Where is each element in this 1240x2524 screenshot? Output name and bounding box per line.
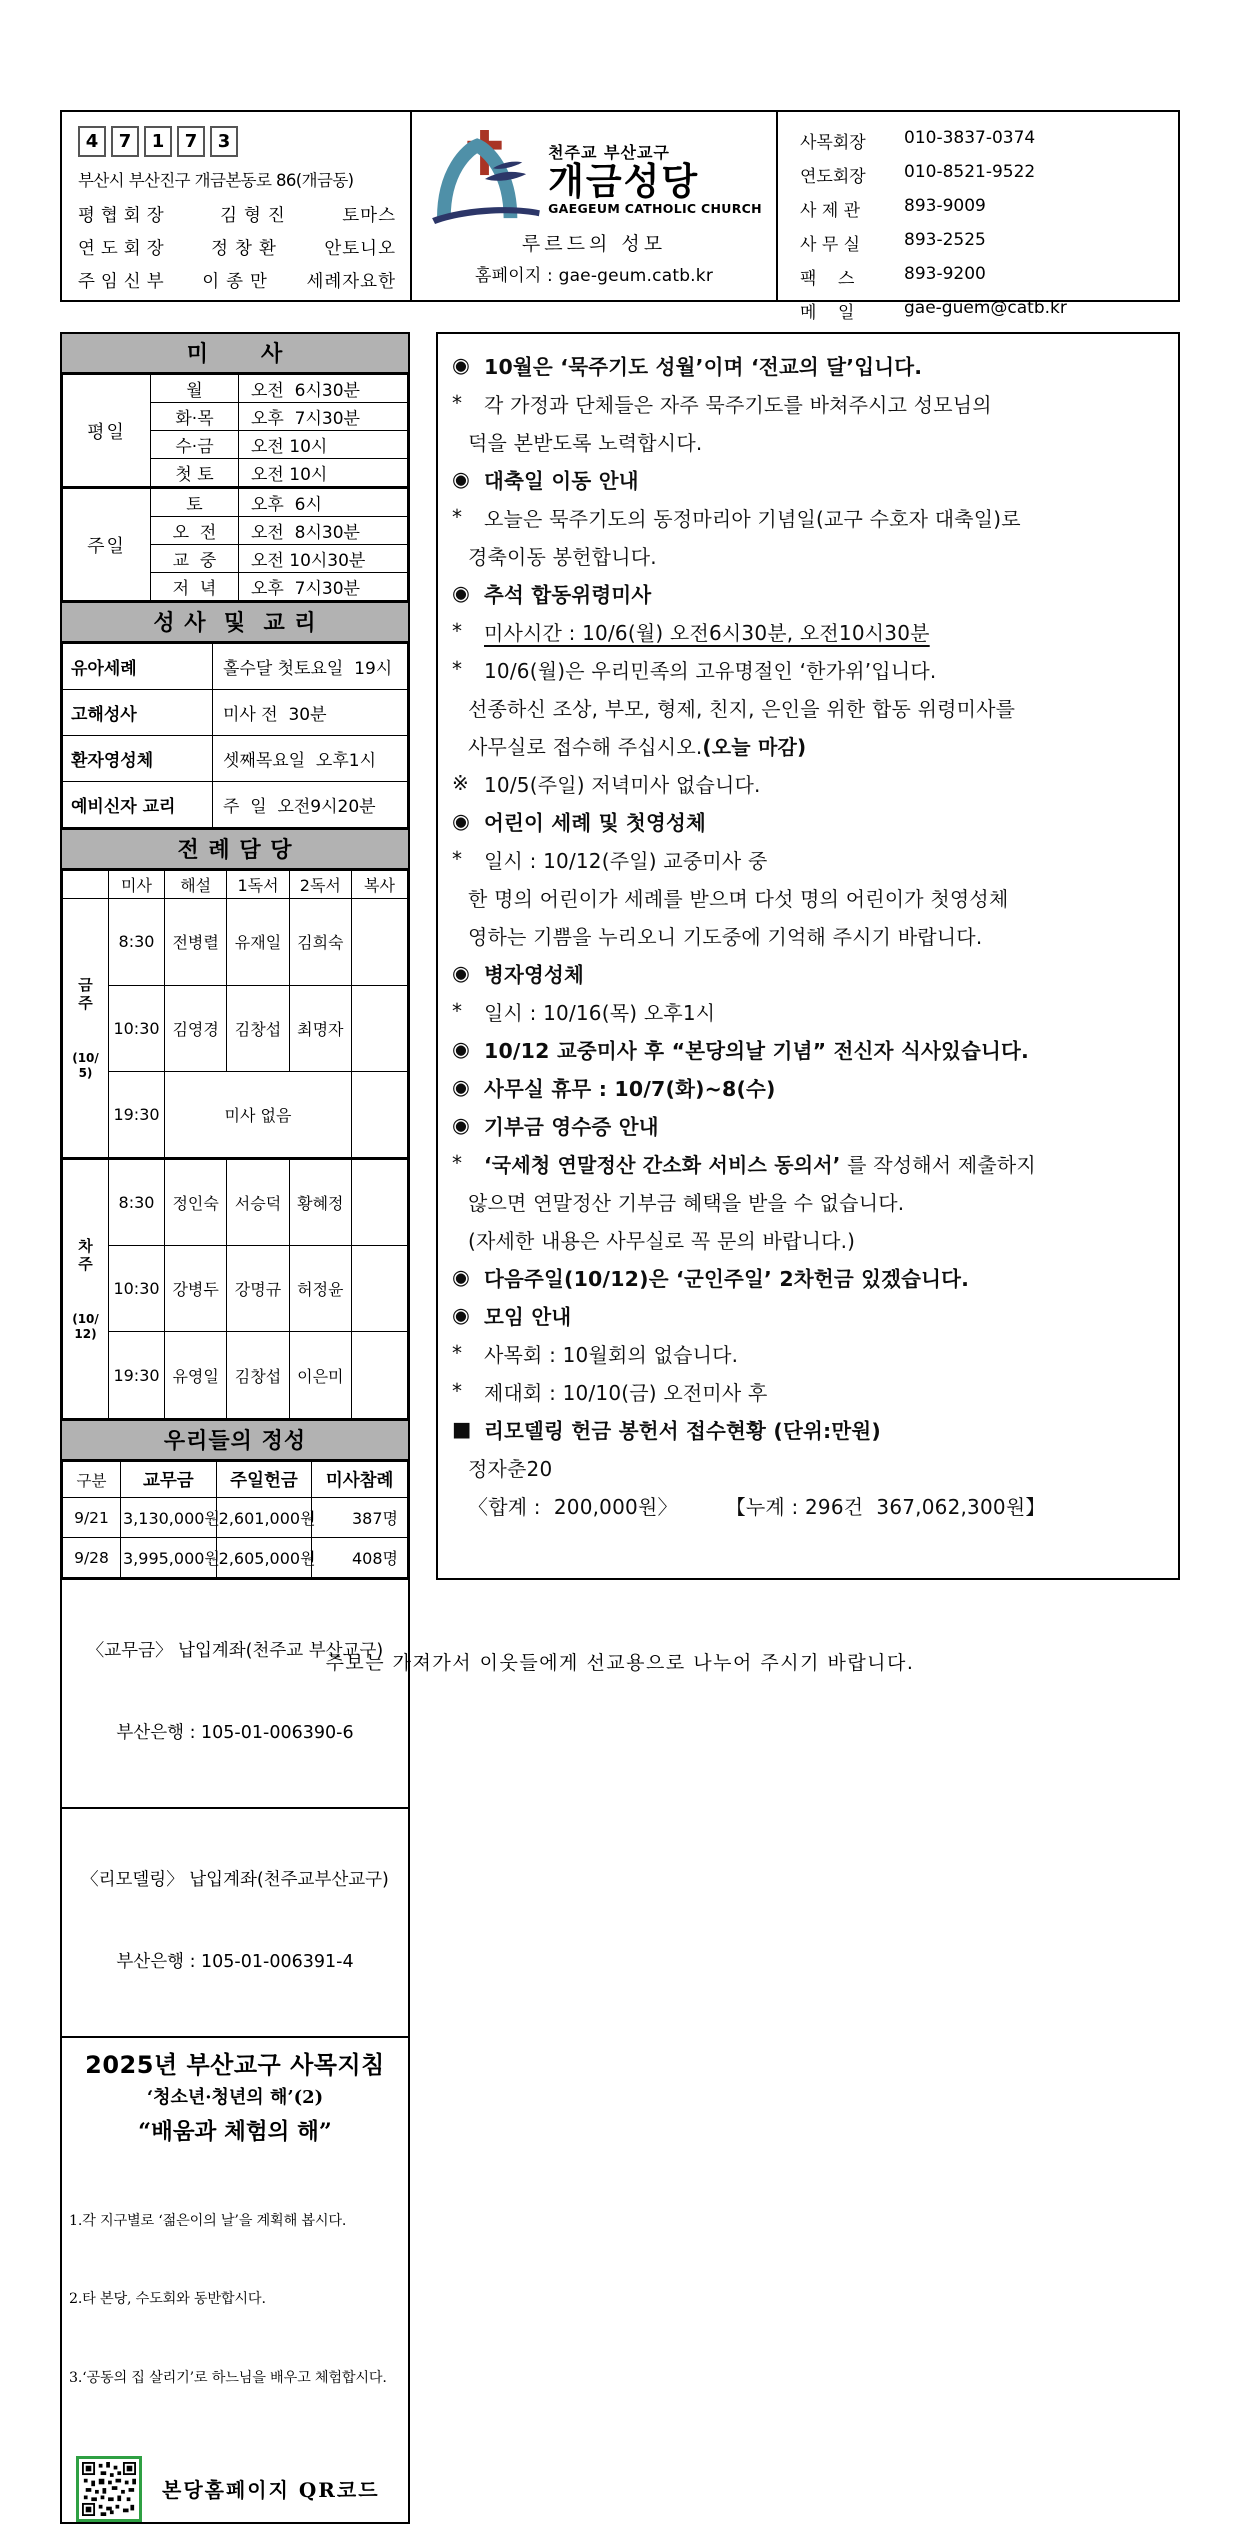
church-logo-icon (426, 130, 544, 226)
cell-week-label (63, 899, 109, 1159)
header (60, 110, 1180, 323)
pastoral-title: 2025년 부산교구 사목지침 (85, 2051, 385, 2079)
zip-code (78, 126, 396, 157)
announcement-text-bold: ‘국세청 연말정산 간소화 서비스 동의서’ (484, 1152, 841, 1177)
announcement-text: 각 가정과 단체들은 자주 묵주기도를 바쳐주시고 성모님의 (484, 392, 992, 417)
cell-time: 19:30 (109, 1332, 165, 1419)
contact-row (800, 196, 1170, 221)
cell-name: 유재일 (227, 899, 289, 986)
officer-role: 주임신부 (78, 272, 170, 292)
cell-day: 월 (151, 375, 239, 403)
cell-name: 허정윤 (289, 1245, 351, 1332)
announcement-text-bold: (오늘 마감) (702, 734, 807, 759)
section-title: 미 사 (62, 334, 408, 374)
officer-role: 평협회장 (78, 206, 170, 226)
cell-time: 8:30 (109, 1159, 165, 1246)
contact-value: gae-guem@catb.kr (904, 298, 1067, 318)
announcement-text: 사무실 휴무 : 10/7(화)~8(수) (484, 1077, 776, 1101)
section-title: 전 례 담 당 (62, 830, 408, 870)
contact-label: 사 제 관 (800, 201, 861, 221)
contact-block (778, 112, 1178, 323)
left-column (60, 332, 410, 2503)
announcement-line (452, 802, 1168, 840)
cell-label: 고해성사 (63, 690, 213, 736)
table-row (63, 690, 408, 736)
mass-schedule-section (60, 332, 410, 603)
square-bullet-icon: ■ (452, 1417, 472, 1441)
table-row (63, 782, 408, 828)
cell-label: 유아세례 (63, 644, 213, 690)
pastoral-item: 3.‘공동의 집 살리기’로 하느님을 배우고 체험합시다. (69, 2370, 387, 2387)
account-title: 〈교무금〉 납입계좌(천주교 부산교구) (86, 1641, 384, 1662)
contact-row (800, 128, 1170, 153)
donation-cumulative-total: 【누계 : 296건 367,062,300원】 (725, 1494, 1046, 1519)
contact-label: 사목회장 (800, 133, 866, 153)
cell-date: 9/28 (63, 1538, 121, 1578)
cell-time: 10:30 (109, 985, 165, 1072)
cell-value: 미사 전 30분 (213, 690, 408, 736)
account-title: 〈리모델링〉 납입계좌(천주교부산교구) (81, 1870, 389, 1891)
bulletin-footer-note: 주보는 가져가서 이웃들에게 선교용으로 나누어 주시기 바랍니다. (325, 1652, 915, 1674)
cell-time: 오전 8시30분 (239, 517, 408, 545)
cell-name (352, 1245, 408, 1332)
zip-digit: 7 (111, 126, 139, 157)
announcement-line (452, 688, 1168, 726)
announcement-text: (자세한 내용은 사무실로 꼭 문의 바랍니다.) (468, 1228, 856, 1253)
cell-count: 408명 (312, 1538, 408, 1578)
cell-header: 주일헌금 (216, 1462, 312, 1498)
account-number: 부산은행 : 105-01-006390-6 (116, 1722, 354, 1743)
cell-date: 9/21 (63, 1498, 121, 1538)
account-offering-box (60, 1578, 410, 1809)
bullet-icon: ◉ (452, 961, 471, 985)
cell-name: 서승덕 (227, 1159, 289, 1246)
table-row (63, 1498, 408, 1538)
contact-label: 메 일 (800, 303, 855, 323)
announcement-text: 10/5(주일) 저녁미사 없습니다. (484, 772, 761, 797)
pastoral-item: 2.타 본당, 수도회와 동반합시다. (69, 2291, 266, 2308)
section-title: 성 사 및 교 리 (62, 603, 408, 643)
liturgy-assignment-section (60, 828, 410, 1421)
announcement-text: 10월은 ‘묵주기도 성월’이며 ‘전교의 달’입니다. (484, 355, 923, 379)
cell-name: 김창섭 (227, 1332, 289, 1419)
announcement-line (452, 498, 1168, 536)
announcement-text: 어린이 세례 및 첫영성체 (484, 811, 707, 835)
cell-count: 387명 (312, 1498, 408, 1538)
qr-pattern (82, 2462, 136, 2516)
announcement-line (452, 1296, 1168, 1334)
officer-row (78, 202, 396, 227)
announcement-text: 덕을 본받도록 노력합시다. (468, 430, 703, 455)
table-row (63, 1245, 408, 1332)
contact-value: 893-2525 (904, 230, 986, 250)
zip-digit: 1 (144, 126, 172, 157)
offering-section (60, 1419, 410, 1580)
officer-baptismal-name: 세례자요한 (306, 272, 396, 292)
officer-name: 김형진 (220, 206, 292, 226)
table-row (63, 985, 408, 1072)
week-label: 금 주 (10/ 5) (72, 975, 99, 1080)
announcement-line (452, 726, 1168, 764)
account-remodeling-box (60, 1807, 410, 2038)
contact-row (800, 230, 1170, 255)
cell-day: 토 (151, 488, 239, 517)
cell-name: 이은미 (289, 1332, 351, 1419)
table-row (63, 375, 408, 403)
pastoral-theme: “배움과 체험의 해” (138, 2119, 332, 2145)
cell-day: 오 전 (151, 517, 239, 545)
cell-time: 오전 10시 (239, 431, 408, 459)
cell-header: 교무금 (121, 1462, 217, 1498)
announcement-text: 다음주일(10/12)은 ‘군인주일’ 2차헌금 있겠습니다. (484, 1267, 970, 1291)
cell-amount: 2,605,000원 (216, 1538, 312, 1578)
announcement-text: 영하는 기쁨을 누리오니 기도중에 기억해 주시기 바랍니다. (468, 924, 983, 949)
cell-header: 해설 (165, 871, 227, 899)
church-address: 부산시 부산진구 개금본동로 86(개금동) (78, 171, 354, 190)
announcement-line (452, 1182, 1168, 1220)
table-row (63, 488, 408, 517)
officer-row (78, 268, 396, 293)
table-row (63, 1538, 408, 1578)
cell-time: 오후 7시30분 (239, 403, 408, 431)
announcement-line (452, 422, 1168, 460)
announcement-line (452, 840, 1168, 878)
announcement-line (452, 1144, 1168, 1182)
cell-value: 주 일 오전9시20분 (213, 782, 408, 828)
contact-value: 010-8521-9522 (904, 162, 1036, 182)
sacraments-section (60, 601, 410, 830)
announcement-line (452, 992, 1168, 1030)
week-label: 차 주 (10/ 12) (72, 1236, 99, 1341)
announcement-line (452, 460, 1168, 498)
cell-name: 강명규 (227, 1245, 289, 1332)
zip-digit: 7 (177, 126, 205, 157)
cell-value: 셋째목요일 오후1시 (213, 736, 408, 782)
patron-name: 루르드의 성모 (521, 233, 667, 255)
qr-code-label: 본당홈페이지 QR코드 (162, 2478, 380, 2503)
bullet-icon: ◉ (452, 1303, 471, 1327)
announcement-line (452, 650, 1168, 688)
liturgy-table (62, 870, 408, 1419)
cell-name (352, 1332, 408, 1419)
announcement-line (452, 1258, 1168, 1296)
cell-label: 환자영성체 (63, 736, 213, 782)
cell-name (352, 1159, 408, 1246)
officer-name: 정창환 (211, 239, 283, 259)
cell-time: 오후 6시 (239, 488, 408, 517)
cell-name: 강병두 (165, 1245, 227, 1332)
announcement-line (452, 1372, 1168, 1410)
asterisk-icon: * (452, 391, 463, 415)
announcement-line (452, 1030, 1168, 1068)
contact-label: 팩 스 (800, 269, 855, 289)
pastoral-plan-box (60, 2036, 410, 2524)
cell-header: 미사 (109, 871, 165, 899)
contact-value: 893-9200 (904, 264, 986, 284)
logo-text (548, 140, 762, 217)
announcement-line (452, 536, 1168, 574)
cell-name (352, 899, 408, 986)
cell-name: 황혜정 (289, 1159, 351, 1246)
announcement-line (452, 1410, 1168, 1448)
announcement-text: 오늘은 묵주기도의 동정마리아 기념일(교구 수호자 대축일)로 (484, 506, 1021, 531)
bullet-icon: ◉ (452, 581, 471, 605)
officer-row (78, 235, 396, 260)
cell-name: 정인숙 (165, 1159, 227, 1246)
zip-digit: 4 (78, 126, 106, 157)
sacraments-table (62, 643, 408, 828)
asterisk-icon: * (452, 619, 463, 643)
asterisk-icon: * (452, 505, 463, 529)
cell-day: 교 중 (151, 545, 239, 573)
cell-header: 2독서 (289, 871, 351, 899)
announcement-text: 추석 합동위령미사 (484, 583, 652, 607)
announcement-text: 제대회 : 10/10(금) 오전미사 후 (484, 1380, 768, 1405)
cell-amount: 3,130,000원 (121, 1498, 217, 1538)
bullet-icon: ◉ (452, 353, 471, 377)
announcement-line (452, 764, 1168, 802)
officer-baptismal-name: 토마스 (342, 206, 396, 226)
cell-header: 1독서 (227, 871, 289, 899)
donation-subtotal: 〈합계 : 200,000원〉 (468, 1494, 678, 1519)
cell-group-label: 평일 (63, 375, 151, 488)
asterisk-icon: * (452, 999, 463, 1023)
announcement-line (452, 1106, 1168, 1144)
announcement-line (452, 954, 1168, 992)
announcement-line (452, 1068, 1168, 1106)
announcement-line (452, 384, 1168, 422)
contact-value: 893-9009 (904, 196, 986, 216)
announcement-line (452, 878, 1168, 916)
cell-name: 김영경 (165, 985, 227, 1072)
table-row (63, 644, 408, 690)
account-number: 부산은행 : 105-01-006391-4 (116, 1951, 354, 1972)
cell-day: 저 녁 (151, 573, 239, 601)
church-name: 개금성당 (548, 159, 700, 203)
contact-row (800, 264, 1170, 289)
bullet-icon: ◉ (452, 1037, 471, 1061)
cell-header (63, 871, 109, 899)
announcement-text: 일시 : 10/12(주일) 교중미사 중 (484, 848, 768, 873)
church-logo-block (412, 112, 778, 300)
announcement-text: 를 작성해서 제출하지 (840, 1152, 1036, 1177)
cell-day: 수·금 (151, 431, 239, 459)
announcement-text: 병자영성체 (484, 963, 585, 987)
contact-value: 010-3837-0374 (904, 128, 1036, 148)
qr-row (76, 2456, 408, 2522)
cell-name (352, 985, 408, 1072)
announcement-text: 미사시간 : 10/6(월) 오전6시30분, 오전10시30분 (484, 620, 930, 645)
cell-no-mass: 미사 없음 (165, 1072, 352, 1159)
asterisk-icon: * (452, 1379, 463, 1403)
bullet-icon: ◉ (452, 1113, 471, 1137)
donor-name: 정자춘20 (468, 1456, 553, 1481)
announcement-line (452, 612, 1168, 650)
announcement-line (452, 574, 1168, 612)
announcement-text: 선종하신 조상, 부모, 형제, 친지, 은인을 위한 합동 위령미사를 (468, 696, 1016, 721)
officer-baptismal-name: 안토니오 (324, 239, 396, 259)
logo-row (426, 130, 762, 226)
cell-time: 10:30 (109, 1245, 165, 1332)
pastoral-item-list (69, 2155, 406, 2444)
zip-digit: 3 (210, 126, 238, 157)
announcement-text: 경축이동 봉헌합니다. (468, 544, 657, 569)
cell-day: 화·목 (151, 403, 239, 431)
cell-name: 유영일 (165, 1332, 227, 1419)
section-title: 우리들의 정성 (62, 1421, 408, 1461)
table-row (63, 899, 408, 986)
cell-value: 홀수달 첫토요일 19시 (213, 644, 408, 690)
cell-name: 전병렬 (165, 899, 227, 986)
announcement-text: 일시 : 10/16(목) 오후1시 (484, 1000, 716, 1025)
announcement-text: 리모델링 헌금 봉헌서 접수현황 (단위:만원) (484, 1419, 881, 1443)
cell-time: 8:30 (109, 899, 165, 986)
diocese-name: 천주교 부산교구 (548, 142, 670, 162)
contact-row (800, 298, 1170, 323)
announcement-line (452, 916, 1168, 954)
announcement-text: 한 명의 어린이가 세례를 받으며 다섯 명의 어린이가 첫영성체 (468, 886, 1009, 911)
table-header-row (63, 1462, 408, 1498)
contact-label: 연도회장 (800, 167, 866, 187)
cell-header: 미사참례 (312, 1462, 408, 1498)
announcement-text: 않으면 연말정산 기부금 혜택을 받을 수 없습니다. (468, 1190, 905, 1215)
bullet-icon: ◉ (452, 1075, 471, 1099)
cell-amount: 2,601,000원 (216, 1498, 312, 1538)
asterisk-icon: * (452, 1341, 463, 1365)
cell-header: 구분 (63, 1462, 121, 1498)
announcement-text: 10/6(월)은 우리민족의 고유명절인 ‘한가위’입니다. (484, 658, 937, 683)
bullet-icon: ◉ (452, 1265, 471, 1289)
reference-mark-icon: ※ (452, 771, 469, 795)
cell-label: 예비신자 교리 (63, 782, 213, 828)
asterisk-icon: * (452, 1151, 463, 1175)
officer-name: 이종만 (202, 272, 274, 292)
announcement-line (452, 1334, 1168, 1372)
announcement-text: 사목회 : 10월회의 없습니다. (484, 1342, 739, 1367)
announcement-text: 10/12 교중미사 후 “본당의날 기념” 전신자 식사있습니다. (484, 1039, 1029, 1063)
cell-name (352, 1072, 408, 1159)
address-block (62, 112, 412, 300)
cell-name: 최명자 (289, 985, 351, 1072)
announcement-text: 사무실로 접수해 주십시오. (468, 734, 703, 759)
cell-group-label: 주일 (63, 488, 151, 601)
announcement-line (452, 346, 1168, 384)
homepage-qr-code (76, 2456, 142, 2522)
mass-schedule-table (62, 374, 408, 601)
asterisk-icon: * (452, 847, 463, 871)
cell-time: 19:30 (109, 1072, 165, 1159)
contact-label: 사 무 실 (800, 235, 861, 255)
cell-name: 김창섭 (227, 985, 289, 1072)
offering-table (62, 1461, 408, 1578)
cell-day: 첫 토 (151, 459, 239, 488)
homepage-url: 홈페이지 : gae-geum.catb.kr (474, 266, 714, 286)
officer-role: 연도회장 (78, 239, 170, 259)
cell-header: 복사 (352, 871, 408, 899)
cell-time: 오후 7시30분 (239, 573, 408, 601)
cell-time: 오전 10시30분 (239, 545, 408, 573)
announcement-text: 대축일 이동 안내 (484, 469, 639, 493)
bullet-icon: ◉ (452, 467, 471, 491)
announcement-line (452, 1220, 1168, 1258)
pastoral-subtitle: ‘청소년·청년의 해’(2) (146, 2087, 324, 2108)
cell-time: 오전 10시 (239, 459, 408, 488)
contact-row (800, 162, 1170, 187)
announcement-line (452, 1448, 1168, 1486)
announcement-text: 기부금 영수증 안내 (484, 1115, 659, 1139)
announcement-text: 모임 안내 (484, 1305, 572, 1329)
cell-week-label (63, 1159, 109, 1419)
cell-time: 오전 6시30분 (239, 375, 408, 403)
announcement-line (452, 1486, 1168, 1524)
table-row (63, 1159, 408, 1246)
cell-name: 김희숙 (289, 899, 351, 986)
pastoral-item: 1.각 지구별로 ‘젊은이의 날’을 계획해 봅시다. (69, 2212, 347, 2229)
bullet-icon: ◉ (452, 809, 471, 833)
announcements-panel (436, 332, 1180, 1580)
table-row (63, 736, 408, 782)
church-name-english: GAEGEUM CATHOLIC CHURCH (548, 201, 762, 217)
table-header-row (63, 871, 408, 899)
asterisk-icon: * (452, 657, 463, 681)
cell-amount: 3,995,000원 (121, 1538, 217, 1578)
